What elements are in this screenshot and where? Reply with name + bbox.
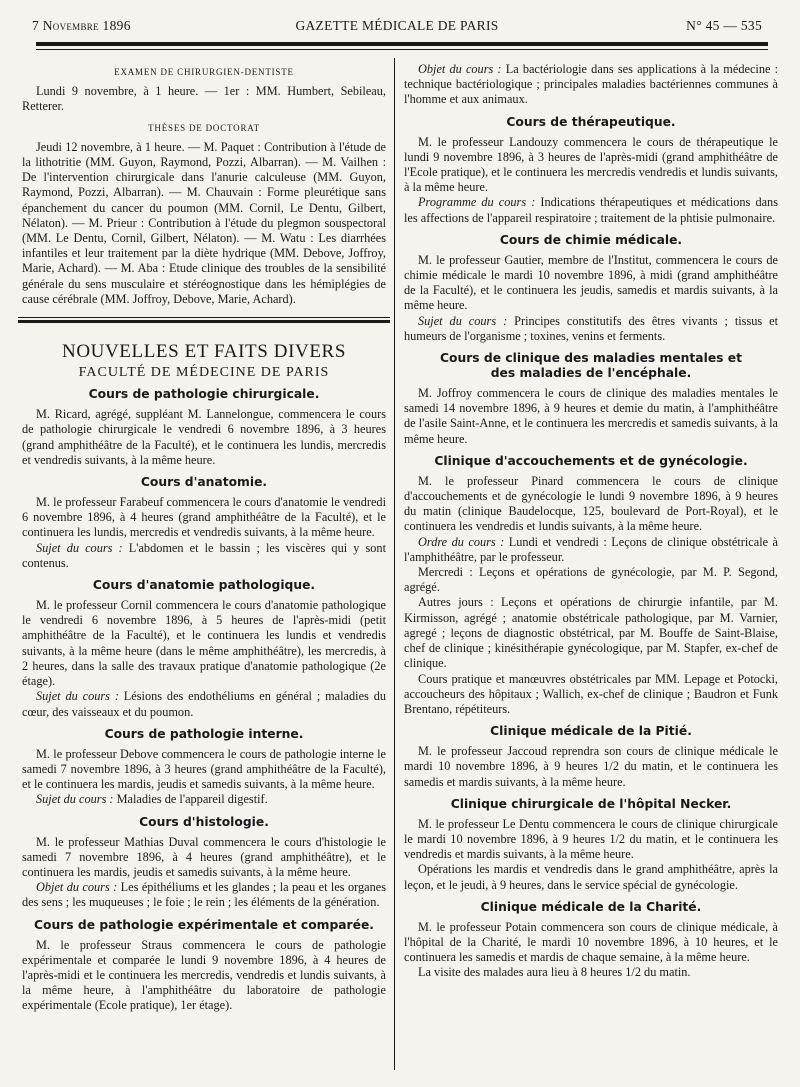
paragraph-text: La bactériologie dans ses applications à la médecine : technique bactériologique ; principales maladies bactériennes communes à l'homme et aux animaux. bbox=[404, 62, 778, 107]
page-header bbox=[32, 14, 762, 40]
italic-label: Sujet du cours : bbox=[36, 689, 119, 704]
paragraph-text: Lundi et vendredi : Leçons de clinique obstétricale à l'amphithéâtre, par le professeur. bbox=[404, 534, 778, 564]
paragraph bbox=[22, 541, 386, 571]
italic-label: Sujet du cours : bbox=[36, 540, 123, 555]
heading-anatomie: Cours d'anatomie. bbox=[140, 475, 268, 490]
paragraph: M. le professeur Potain commencera son cours de clinique médicale, à l'hôpital de la Charité, le mardi 10 novembre 1896, à 10 heures, et le continuera les samedis et mardis de chaque semaine, à la même heure. bbox=[404, 919, 778, 965]
exam-text: Lundi 9 novembre, à 1 heure. — 1er : MM. Humbert, Sebileau, Retterer. bbox=[22, 84, 386, 114]
paragraph: M. le professeur Landouzy commencera le cours de thérapeutique le lundi 9 novembre 1896, à 3 heures de l'après-midi (grand amphithéâtre de l'Ecole pratique), et le continuera les mercredis vendredis et lundis suivants, à la même heure. bbox=[404, 134, 778, 195]
paragraph-text: Principes constitutifs des êtres vivants ; tissus et humeurs de l'organisme ; toxines, venins et ferments. bbox=[404, 313, 779, 343]
column-divider bbox=[394, 58, 395, 1070]
paragraph: M. le professeur Gautier, membre de l'Institut, commencera le cours de chimie médicale le mardi 10 novembre 1896, à midi (grand amphithéâtre de la Faculté), et le continuera les jeudis, samedis et mardis suivants, à la même heure. bbox=[404, 252, 778, 313]
paragraph: M. le professeur Farabeuf commencera le cours d'anatomie le vendredi 6 novembre 1896, à 4 heures (grand amphithéâtre de la Faculté), et le continuera les lundis, mercredis et vendredis suivants, à la même heure. bbox=[22, 495, 386, 540]
italic-label: Ordre du cours : bbox=[418, 534, 505, 549]
paragraph-text: L'abdomen et le bassin ; les viscères qui y sont contenus. bbox=[22, 540, 387, 570]
paragraph-text: Indications thérapeutiques et médications dans les affections de l'appareil respiratoire ; traitement de la phtisie pulmonaire. bbox=[404, 195, 778, 225]
heading-chimie-medicale: Cours de chimie médicale. bbox=[499, 232, 683, 247]
header-rule-thick bbox=[36, 42, 768, 46]
paragraph: M. le professeur Pinard commencera le cours de clinique d'accouchements et de gynécologie le lundi 9 novembre 1896, à 9 heures du matin (clinique Baudelocque, 125, boulevard de Port-Royal), et le continuera les vendredis et lundis suivants, à la même heure. bbox=[404, 473, 778, 534]
heading-maladies-mentales: Cours de clinique des maladies mentales et des maladies de l'encéphale. bbox=[440, 351, 742, 381]
paragraph: M. le professeur Jaccoud reprendra son cours de clinique médicale le mardi 10 novembre 1896, à 9 heures 1/2 du matin, et le continuera les samedis et mardis suivants, à la même heure. bbox=[404, 744, 778, 789]
paragraph: M. le professeur Debove commencera le cours de pathologie interne le samedi 7 novembre 1896, à 3 heures (grand amphithéâtre de la Faculté), et le continuera les mardis, jeudis et samedis suivants, à la même heure. bbox=[22, 746, 386, 792]
issue-page-number: N° 45 — 535 bbox=[686, 18, 762, 33]
paragraph bbox=[404, 62, 778, 108]
paragraph bbox=[404, 535, 778, 565]
heading-pathologie-interne: Cours de pathologie interne. bbox=[104, 726, 304, 741]
heading-pathologie-chirurgicale: Cours de pathologie chirurgicale. bbox=[88, 387, 320, 402]
header-rule-thin bbox=[36, 49, 768, 50]
heading-pathologie-experimentale: Cours de pathologie expérimentale et comparée. bbox=[34, 917, 374, 932]
paragraph: M. Joffroy commencera le cours de clinique des maladies mentales le samedi 14 novembre 1896, à 9 heures et demie du matin, à l'amphithéâtre de l'asile Saint-Anne, et le continuera les mercredis et samedis suivants, à la même heure. bbox=[404, 386, 778, 446]
paragraph: Opérations les mardis et vendredis dans le grand amphithéâtre, après la leçon, et le jeudi, à 9 heures, dans le service spécial de gynécologie. bbox=[404, 862, 778, 892]
italic-label: Objet du cours : bbox=[36, 880, 118, 895]
theses-text: Jeudi 12 novembre, à 1 heure. — M. Paquet : Contribution à l'étude de la lithotritie (MM. Guyon, Raymond, Pozzi, Albarran). — M. Vailhen : De l'intervention chirurgicale dans l'anurie calculeuse (MM. Guyon, Raymond, Pozzi, Albarran). — M. Chauvain : Forme pleurétique sans épanchement du cancer du poumon (MM. Cornil, Le Dentu, Gilbert, Nélaton). — M. Prieur : Contribution à l'étude du plegmon souspectoral (MM. Le Dentu, Cornil, Gilbert, Nélaton). — M. Watu : Les diarrhées infantiles et leur traitement par la diète hydrique (MM. Debove, Joffroy, Marie, Achard). — M. Aba : Etude clinique des troubles de la sensibilité générale du sens musculaire et stéréognostique dans les hémiplégies de cause cérébrale (MM. Joffroy, Debove, Marie, Achard). bbox=[22, 139, 386, 306]
section-divider bbox=[18, 317, 390, 323]
paragraph bbox=[22, 689, 386, 719]
exam-heading: EXAMEN DE CHIRURGIEN-DENTISTE bbox=[114, 67, 294, 77]
heading-clinique-pitie: Clinique médicale de la Pitié. bbox=[490, 724, 692, 739]
paragraph: M. le professeur Cornil commencera le cours d'anatomie pathologique le vendredi 6 novembre 1896, à 5 heures de l'après-midi (petit amphithéâtre de la Faculté), et le continuera les lundis et vendredis suivants, à la même heure (dans le même amphithéâtre), les mercredis, à 2 heures, dans la salle des travaux pratique d'anatomie pathologique (2e étage). bbox=[22, 598, 386, 689]
paragraph: Autres jours : Leçons et opérations de chirurgie infantile, par M. Kirmisson, agrégé ; anatomie obstétricale pathologique, par M. Varnier, agregé ; leçons de diagnostic obstétrical, par M. Bouffe de Saint-Blaise, chef de clinique ; kinésithérapie gynécologique, par M. Stapfer, ex-chef de clinique. bbox=[404, 595, 778, 671]
paragraph: M. le professeur Mathias Duval commencera le cours d'histologie le samedi 7 novembre 1896, à 4 heures (grand amphithéâtre), et le continuera les mardis, jeudis et samedis suivants, à la même heure. bbox=[22, 834, 386, 879]
paragraph bbox=[22, 792, 386, 807]
paragraph: M. Ricard, agrégé, suppléant M. Lannelongue, commencera le cours de pathologie chirurgicale le vendredi 6 novembre 1896, à 3 heures (grand amphithéâtre de la Faculté), et le continuera les lundis, mercredis et vendredis suivants, à la même heure. bbox=[22, 407, 386, 467]
left-column bbox=[22, 62, 386, 1072]
paragraph-text: Les épithéliums et les glandes ; la peau et les organes des sens ; les muqueuses ; le foie ; le rein ; les éléments de la génération. bbox=[22, 880, 387, 910]
paragraph-text: Maladies de l'appareil digestif. bbox=[113, 792, 268, 807]
paragraph: Mercredi : Leçons et opérations de gynécologie, par M. P. Segond, agrégé. bbox=[404, 565, 778, 595]
italic-label: Sujet du cours : bbox=[418, 313, 508, 328]
faculty-title: FACULTÉ DE MÉDECINE DE PARIS bbox=[78, 365, 330, 381]
paragraph bbox=[404, 314, 778, 344]
paragraph: Cours pratique et manœuvres obstétricales par MM. Lepage et Potocki, accoucheurs des hôpitaux ; Wallich, ex-chef de clinique ; Baudron et Funk Brentano, répétiteurs. bbox=[404, 671, 778, 716]
heading-anatomie-pathologique: Cours d'anatomie pathologique. bbox=[92, 578, 316, 593]
header-date: 7 Novembre 1896 bbox=[32, 18, 131, 33]
heading-accouchements: Clinique d'accouchements et de gynécologie. bbox=[434, 453, 748, 468]
paragraph: M. le professeur Le Dentu commencera le cours de clinique chirurgicale le mardi 10 novembre 1896, à 9 heures 1/2 du matin, et le continuera les vendredis et mardis suivants, à la même heure. bbox=[404, 816, 778, 862]
theses-heading: THÈSES DE DOCTORAT bbox=[148, 122, 260, 133]
heading-histologie: Cours d'histologie. bbox=[139, 814, 269, 829]
right-column bbox=[404, 62, 778, 1072]
paragraph: La visite des malades aura lieu à 8 heures 1/2 du matin. bbox=[418, 965, 691, 980]
heading-clinique-charite: Clinique médicale de la Charité. bbox=[480, 899, 702, 914]
paragraph-text: Lésions des endothéliums en général ; maladies du cœur, des vaisseaux et du poumon. bbox=[22, 689, 386, 719]
heading-therapeutique: Cours de thérapeutique. bbox=[506, 114, 676, 129]
italic-label: Objet du cours : bbox=[418, 62, 502, 76]
news-title: NOUVELLES ET FAITS DIVERS bbox=[62, 341, 346, 363]
heading-clinique-necker: Clinique chirurgicale de l'hôpital Necker. bbox=[450, 796, 732, 811]
italic-label: Sujet du cours : bbox=[36, 792, 114, 807]
journal-title: GAZETTE MÉDICALE DE PARIS bbox=[295, 18, 499, 33]
italic-label: Programme du cours : bbox=[418, 195, 536, 210]
paragraph: M. le professeur Straus commencera le cours de pathologie expérimentale et comparée le lundi 9 novembre 1896, à 4 heures de l'après-midi et le continuera les mercredis, vendredis et lundis suivants, à la même heure, à l'amphithéâtre du laboratoire de pathologie expérimentale (Ecole pratique), 1er étage). bbox=[22, 937, 386, 1013]
paragraph bbox=[404, 195, 778, 225]
paragraph bbox=[22, 880, 386, 910]
